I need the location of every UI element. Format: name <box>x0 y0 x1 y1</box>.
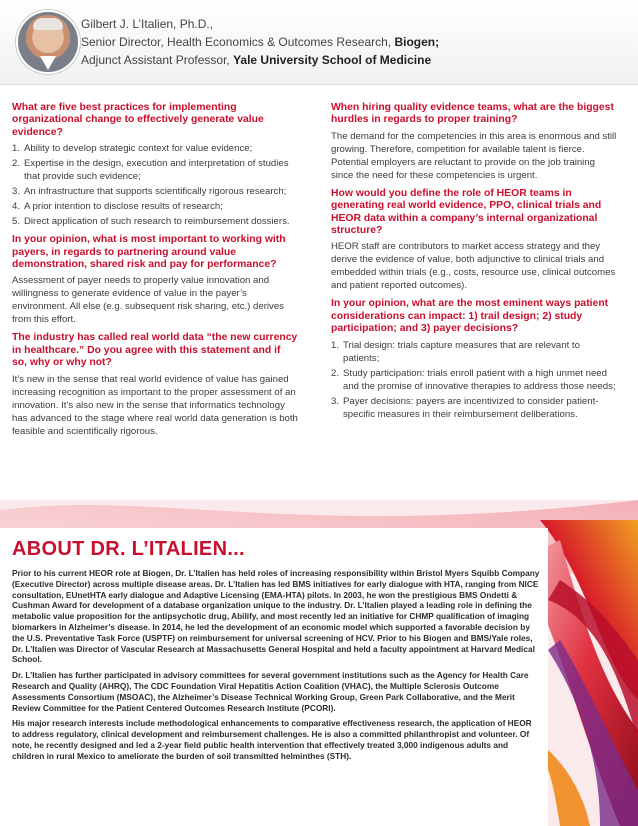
list-text: Ability to develop strategic context for value evidence; <box>24 143 253 155</box>
question-patient-considerations: In your opinion, what are the most eminent ways patient considerations can impact: 1) trail design; 2) study participation; and 3) payer decisions? <box>331 298 609 335</box>
question-hiring-hurdles: When hiring quality evidence teams, what are the biggest hurdles in regards to proper training? <box>331 102 614 126</box>
about-title: ABOUT DR. L’ITALIEN... <box>12 538 245 560</box>
author-name: Gilbert J. L’Italien, Ph.D., <box>81 17 214 31</box>
list-text: Study participation: trials enroll patient with a high unmet need and the promise of innovative therapies to address those needs; <box>343 367 616 392</box>
author-adjunct-title: Adjunct Assistant Professor, <box>81 53 234 67</box>
list-text: Trial design: trials capture measures that are relevant to patients; <box>343 339 580 364</box>
answer-heor-role: HEOR staff are contributors to market access strategy and they derive the evidence of value, both adjunctive to clinical trials and embedded within trials (e.g., costs, resource use, clinical outcomes and patient reported outcomes). <box>331 241 616 292</box>
list-text: Payer decisions: payers are incentivized to consider patient-specific measures in their reimbursement deliberations. <box>343 395 599 420</box>
list-item <box>331 395 617 421</box>
photo-hair-shape <box>33 18 63 30</box>
list-item <box>12 215 298 228</box>
list-number: 2. <box>331 367 340 379</box>
question-working-with-payers: In your opinion, what is most important to working with payers, in regards to partnering around value demonstration, shared risk and pay for performance? <box>12 234 286 271</box>
answer-working-with-payers: Assessment of payer needs to properly value innovation and willingness to generate evidence of value in the payer’s environment. All else (e.g. subsequent risk sharing, etc.) derives from this effort. <box>12 275 284 326</box>
question-real-world-data: The industry has called real world data “the new currency in healthcare.” Do you agree with this statement and if so, why or why not? <box>12 332 298 369</box>
question-heor-role: How would you define the role of HEOR teams in generating real world evidence, PPO, clinical trials and HEOR data within a company’s internal organizational structure? <box>331 187 602 237</box>
list-item <box>12 185 298 198</box>
about-paragraph-career: Prior to his current HEOR role at Biogen, Dr. L’Italien has held roles of increasing responsibility within Bristol Myers Squibb Company (Executive Director) across multiple disease areas. Dr. L’Italien has led BMS initiatives for early dialogue with HTA, ranging from NICE consultation, EUnetHTA early dialogue and Adaptive Licensing (EMA-HTA) pilots. In 2003, he won the prestigious BMS Ondetti & Cushman Award for development of a database organization unique to the industry. Dr. L’Italien played a leading role in defining the metabolic value proposition for the antipsychotic drug, Abilify, and most recently led an initiative for CHMP qualification of imaging biomarkers in Alzheimer’s disease. In 2014, he led the development of an economic model which supported a favorable decision by the U.S. Preventative Task Force (USPTF) on reimbursement for universal screening of HCV. Prior to his Biogen and BMS/Yale roles, Dr. L’Italien was Director of Vascular Research at Massachusetts General Hospital and held a faculty appointment at Harvard Medical School. <box>12 568 540 665</box>
list-number: 4. <box>12 201 21 213</box>
list-text: Expertise in the design, execution and interpretation of studies that provide such evidence; <box>24 158 289 183</box>
answer-hiring-hurdles: The demand for the competencies in this area is enormous and still growing. Therefore, competition for available talent is fierce. Potential employers are reluctant to provide on the job training since the need for these competencies is urgent. <box>331 130 617 181</box>
patient-considerations-list <box>331 339 617 421</box>
list-number: 3. <box>331 395 340 407</box>
list-number: 3. <box>12 186 21 198</box>
about-paragraph-committees: Dr. L’Italien has further participated in advisory committees for several government institutions such as the Agency for Health Care Research and Quality (AHRQ), The CDC Foundation Viral Hepatitis Action Coalition (VHAC), the Multiple Sclerosis Outcome Assessments Consortium (MSOAC), the Alzheimer’s Disease Technical Working Group, Green Park Collaborative, and the Merit Review Committee for the Patient Centered Outcomes Research Institute (PCORI). <box>12 670 529 713</box>
list-text: A prior intention to disclose results of research; <box>24 201 223 213</box>
left-column <box>12 102 298 438</box>
list-item <box>331 367 617 393</box>
answer-real-world-data: It’s new in the sense that real world evidence of value has gained increasing recognition as important to the proper assessment of an innovation. It’s also new in the sense that informatics technology has advanced to the stage where real world data generation is both feasible and scientifically rigorous. <box>12 373 298 437</box>
list-item <box>12 157 298 183</box>
author-adjunct-line <box>81 51 439 69</box>
about-body <box>12 568 540 767</box>
author-headshot-photo <box>16 10 80 74</box>
author-company: Biogen; <box>394 35 440 49</box>
list-item <box>12 142 298 155</box>
about-paragraph-research: His major research interests include methodological enhancements to comparative effectiveness research, the application of HEOR to address regulatory, clinical development and reimbursement challenges. He is also a committed philanthropist and volunteer. Of note, he recently designed and led a 2-year field public health intervention that effectively treated 3,000 indigenous adults and children in rural Mexico to ameliorate the burden of soil transmitted helminthes (STH). <box>12 718 532 761</box>
right-column <box>331 102 617 423</box>
about-section <box>0 528 548 826</box>
best-practices-list <box>12 142 298 228</box>
list-text: An infrastructure that supports scientifically rigorous research; <box>24 186 287 198</box>
list-number: 2. <box>12 158 21 170</box>
author-title: Senior Director, Health Economics & Outcomes Research, <box>81 35 395 49</box>
question-best-practices: What are five best practices for implementing organizational change to effectively generate value evidence? <box>12 102 264 138</box>
photo-shirt-shape <box>40 56 56 70</box>
list-item <box>331 339 617 365</box>
author-credentials <box>81 15 439 69</box>
author-university: Yale University School of Medicine <box>233 53 432 67</box>
list-number: 1. <box>331 339 340 351</box>
list-item <box>12 200 298 213</box>
list-number: 5. <box>12 216 21 228</box>
list-text: Direct application of such research to reimbursement dossiers. <box>24 216 290 228</box>
list-number: 1. <box>12 143 21 155</box>
author-header <box>0 0 638 85</box>
author-title-line <box>81 33 439 51</box>
